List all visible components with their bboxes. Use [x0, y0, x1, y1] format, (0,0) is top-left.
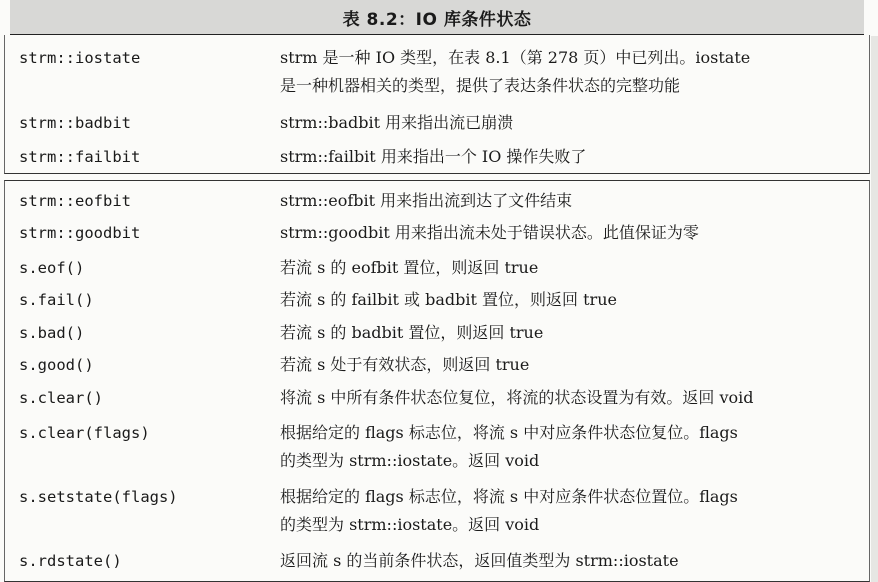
- member-description: 若流 s 的 failbit 或 badbit 置位，则返回 true: [280, 290, 617, 309]
- member-name: s.clear(flags): [19, 424, 150, 442]
- member-description: strm::badbit 用来指出流已崩溃: [280, 113, 514, 132]
- table-caption: 表 8.2：IO 库条件状态: [10, 0, 864, 35]
- member-description: strm::failbit 用来指出一个 IO 操作失败了: [280, 147, 587, 166]
- member-name: strm::badbit: [19, 114, 131, 132]
- member-description: 将流 s 中所有条件状态位复位，将流的状态设置为有效。返回 void: [280, 388, 754, 407]
- page-edge-shadow: [871, 36, 878, 582]
- member-name: s.bad(): [19, 324, 85, 342]
- member-name: strm::iostate: [19, 49, 141, 67]
- member-name: strm::eofbit: [19, 192, 131, 210]
- member-name: s.fail(): [19, 291, 94, 309]
- member-description: 若流 s 的 badbit 置位，则返回 true: [280, 323, 544, 342]
- member-description: strm::eofbit 用来指出流到达了文件结束: [280, 191, 573, 210]
- member-name: strm::goodbit: [19, 224, 141, 242]
- member-description: 若流 s 的 eofbit 置位，则返回 true: [280, 258, 539, 277]
- member-name: s.eof(): [19, 259, 85, 277]
- member-name: s.good(): [19, 356, 94, 374]
- member-description: 若流 s 处于有效状态，则返回 true: [280, 355, 530, 374]
- member-description: strm::goodbit 用来指出流未处于错误状态。此值保证为零: [280, 223, 699, 242]
- member-name: strm::failbit: [19, 148, 141, 166]
- member-description: strm 是一种 IO 类型，在表 8.1（第 278 页）中已列出。iostate 是一种机器相关的类型，提供了表达条件状态的完整功能: [280, 48, 751, 95]
- member-description: 返回流 s 的当前条件状态，返回值类型为 strm::iostate: [280, 551, 679, 570]
- member-description: 根据给定的 flags 标志位，将流 s 中对应条件状态位置位。flags 的类型为 strm::iostate。返回 void: [280, 487, 738, 534]
- table-block-2: [4, 180, 870, 582]
- member-name: s.rdstate(): [19, 552, 122, 570]
- member-name: s.setstate(flags): [19, 488, 178, 506]
- member-name: s.clear(): [19, 389, 103, 407]
- member-description: 根据给定的 flags 标志位，将流 s 中对应条件状态位复位。flags 的类型为 strm::iostate。返回 void: [280, 423, 738, 470]
- table-block-1: [4, 35, 870, 174]
